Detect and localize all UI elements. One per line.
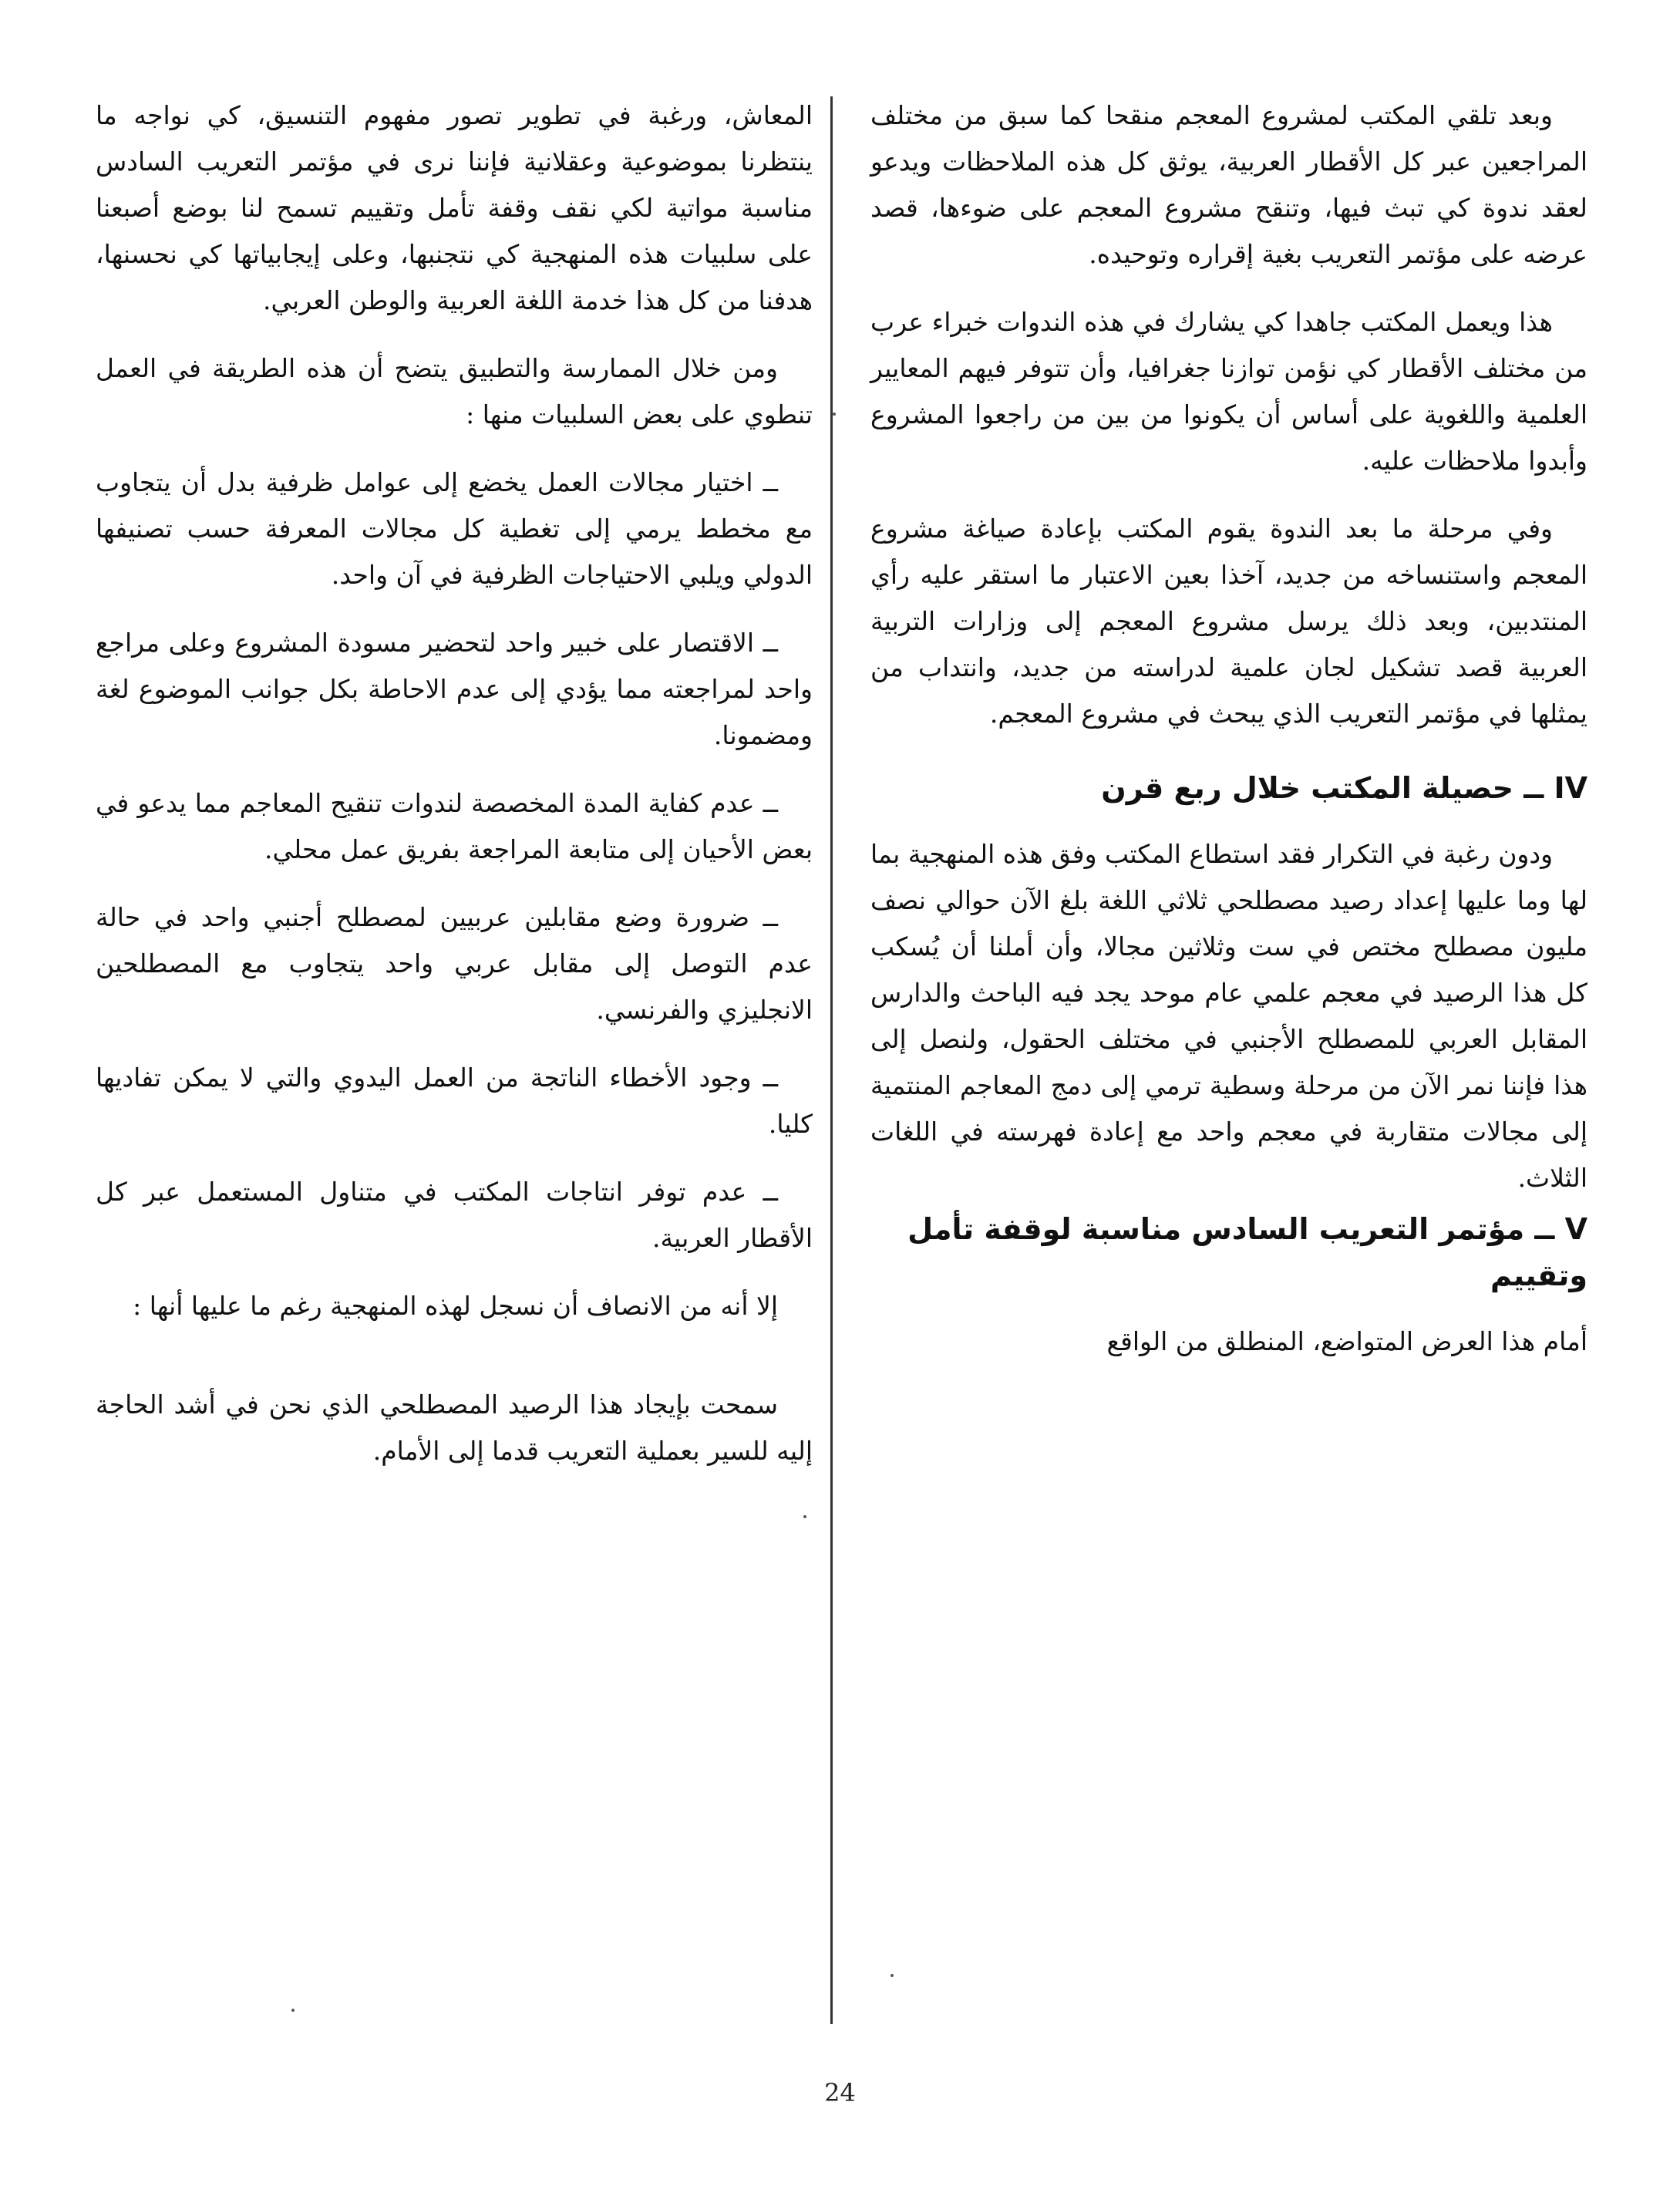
scan-speck [891,1974,894,1977]
paragraph: وبعد تلقي المكتب لمشروع المعجم منقحا كما سبق من مختلف المراجعين عبر كل الأقطار العربية، يوثق كل هذه الملاحظات ويدعو لعقد ندوة كي تبث فيها، وتنقح مشروع المعجم على ضوءها، قصد عرضه على مؤتمر التعريب بغية إقراره وتوحيده. [870,100,1587,269]
bullet-item: ــ عدم كفاية المدة المخصصة لندوات تنقيح المعاجم مما يدعو في بعض الأحيان إلى متابعة المراجعة بفريق عمل محلي. [96,788,813,864]
left-column [96,93,813,1496]
scan-speck [833,413,836,416]
paragraph: هذا ويعمل المكتب جاهدا كي يشارك في هذه الندوات خبراء عرب من مختلف الأقطار كي نؤمن توازنا جغرافيا، وأن تتوفر فيهم المعايير العلمية واللغوية على أساس أن يكونوا من بين من راجعوا المشروع وأبدوا ملاحظات عليه. [870,307,1587,476]
bullet-item: ــ وجود الأخطاء الناتجة من العمل اليدوي والتي لا يمكن تفاديها كليا. [96,1063,813,1139]
bullet-item: ــ ضرورة وضع مقابلين عربيين لمصطلح أجنبي واحد في حالة عدم التوصل إلى مقابل عربي واحد يتجاوب مع المصطلحين الانجليزي والفرنسي. [96,902,813,1025]
scan-speck [803,1515,806,1518]
paragraph: وفي مرحلة ما بعد الندوة يقوم المكتب بإعادة صياغة مشروع المعجم واستنساخه من جديد، آخذا بعين الاعتبار ما استقر عليه رأي المنتدبين، وبعد ذلك يرسل مشروع المعجم إلى وزارات التربية العربية قصد تشكيل لجان علمية لدراسته من جديد، وانتداب من يمثلها في مؤتمر التعريب الذي يبحث في مشروع المعجم. [870,514,1587,729]
paragraph: أمام هذا العرض المتواضع، المنطلق من الواقع [1106,1326,1587,1356]
column-divider [830,96,833,2024]
section-heading-v: V ــ مؤتمر التعريب السادس مناسبة لوقفة تأمل وتقييم [907,1212,1587,1292]
bullet-item: ــ اختيار مجالات العمل يخضع إلى عوامل ظرفية بدل أن يتجاوب مع مخطط يرمي إلى تغطية كل مجالات المعرفة حسب تصنيفها الدولي ويلبي الاحتياجات الظرفية في آن واحد. [96,467,813,590]
paragraph: إلا أنه من الانصاف أن نسجل لهذه المنهجية رغم ما عليها أنها : [133,1291,778,1321]
paragraph: ومن خلال الممارسة والتطبيق يتضح أن هذه الطريقة في العمل تنطوي على بعض السلبيات منها : [96,353,813,429]
paragraph: ودون رغبة في التكرار فقد استطاع المكتب وفق هذه المنهجية بما لها وما عليها إعداد رصيد مصطلحي ثلاثي اللغة بلغ الآن حوالي نصف مليون مصطلح مختص في ست وثلاثين مجالا، وأن أملنا أن يُسكب كل هذا الرصيد في معجم علمي عام موحد يجد فيه الباحث والدارس المقابل العربي للمصطلح الأجنبي في مختلف الحقول، ولنصل إلى هذا فإننا نمر الآن من مرحلة وسطية ترمي إلى دمج المعاجم المنتمية إلى مجالات متقاربة في معجم واحد مع إعادة فهرسته في اللغات الثلاث. [870,839,1587,1193]
bullet-item: ــ عدم توفر انتاجات المكتب في متناول المستعمل عبر كل الأقطار العربية. [96,1177,813,1253]
bullet-item: ــ الاقتصار على خبير واحد لتحضير مسودة المشروع وعلى مراجع واحد لمراجعته مما يؤدي إلى عدم الاحاطة بكل جوانب الموضوع لغة ومضمونا. [96,628,813,750]
right-column [870,93,1587,1386]
paragraph: المعاش، ورغبة في تطوير تصور مفهوم التنسيق، كي نواجه ما ينتظرنا بموضوعية وعقلانية فإننا نرى في مؤتمر التعريب السادس مناسبة مواتية لكي نقف وقفة تأمل وتقييم تسمح لنا بوضع أصبعنا على سلبيات هذه المنهجية كي نتجنبها، وعلى إيجابياتها كي نحسنها، هدفنا من كل هذا خدمة اللغة العربية والوطن العربي. [96,100,813,315]
scan-speck [291,2009,295,2012]
page-number: 24 [824,2078,856,2107]
section-heading-iv: IV ــ حصيلة المكتب خلال ربع قرن [1101,771,1587,805]
spacer [96,1351,813,1382]
paragraph: سمحت بإيجاد هذا الرصيد المصطلحي الذي نحن في أشد الحاجة إليه للسير بعملية التعريب قدما إلى الأمام. [96,1389,813,1466]
